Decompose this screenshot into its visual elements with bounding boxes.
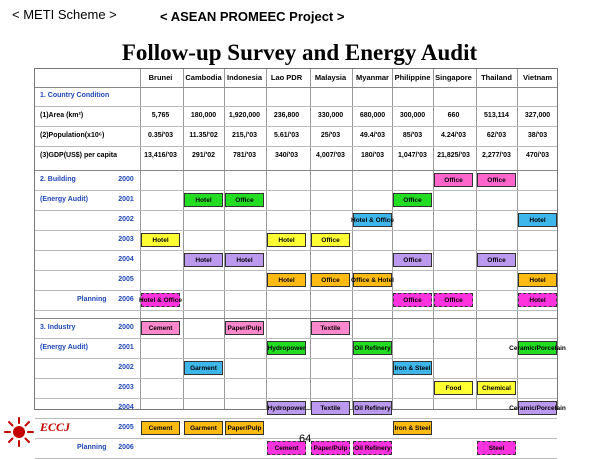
building-audit-box: Office — [225, 193, 264, 207]
industry-section-subtitle: (Energy Audit) — [40, 344, 88, 351]
building-audit-box: Office — [434, 173, 473, 187]
industry-audit-box: Paper/Pulp — [311, 441, 350, 455]
industry-audit-box: Iron & Steel — [393, 421, 432, 435]
country-header: Lao PDR — [270, 73, 303, 82]
industry-audit-box: Chemical — [477, 381, 516, 395]
industry-audit-box: Oil Refinery — [353, 441, 392, 455]
country-condition-row — [35, 106, 557, 126]
industry-audit-box: Garment — [184, 421, 223, 435]
row-divider — [35, 310, 557, 311]
meti-scheme-label: < METI Scheme > — [12, 7, 117, 22]
country-header: Brunei — [148, 73, 173, 82]
building-audit-box: Office — [434, 293, 473, 307]
country-header: Myanmar — [356, 73, 389, 82]
year-label: 2001 — [118, 344, 134, 351]
value-cell: 0.35/'03 — [147, 132, 174, 139]
value-cell: 781/'03 — [232, 152, 257, 159]
country-header: Thailand — [481, 73, 512, 82]
building-audit-box: Hotel — [184, 193, 223, 207]
industry-audit-box: Cement — [267, 441, 306, 455]
year-label: 2005 — [118, 424, 134, 431]
year-label: 2006 — [118, 296, 134, 303]
year-label: 2000 — [118, 176, 134, 183]
industry-audit-box: Textile — [311, 401, 350, 415]
row-label: (2)Population(x10⁶) — [40, 132, 105, 139]
value-cell: 327,000 — [524, 112, 551, 119]
industry-audit-box: Garment — [184, 361, 223, 375]
building-audit-box: Hotel — [184, 253, 223, 267]
year-label: 2005 — [118, 276, 134, 283]
industry-year-row — [35, 338, 566, 358]
value-cell: 180/'03 — [360, 152, 385, 159]
value-cell: 5,765 — [151, 112, 170, 119]
value-cell: 660 — [447, 112, 460, 119]
building-audit-box: Hotel — [267, 233, 306, 247]
value-cell: 2,277/'03 — [482, 152, 511, 159]
value-cell: 470/'03 — [525, 152, 550, 159]
value-cell: 215,/'03 — [231, 132, 258, 139]
industry-audit-box: Iron & Steel — [393, 361, 432, 375]
building-audit-box: Office — [477, 173, 516, 187]
country-condition-row — [35, 126, 557, 146]
building-audit-box: Office — [393, 253, 432, 267]
year-label: 2000 — [118, 324, 134, 331]
building-year-row — [35, 170, 557, 190]
value-cell: 1,920,000 — [228, 112, 261, 119]
year-label: 2004 — [118, 404, 134, 411]
building-audit-box: Office — [477, 253, 516, 267]
industry-audit-box: Oil Refinery — [353, 341, 392, 355]
year-label: 2002 — [118, 216, 134, 223]
year-label: 2004 — [118, 256, 134, 263]
building-audit-box: Hotel — [518, 293, 557, 307]
value-cell: 38/'03 — [527, 132, 548, 139]
building-audit-box: Office — [393, 193, 432, 207]
value-cell: 5.61/'03 — [273, 132, 300, 139]
country-header: Vietnam — [522, 73, 553, 82]
value-cell: 21,825/'03 — [437, 152, 470, 159]
building-year-row — [35, 250, 557, 270]
value-cell: 330,000 — [317, 112, 344, 119]
building-section-subtitle: (Energy Audit) — [40, 196, 88, 203]
industry-audit-box: Oil Refinery — [353, 401, 392, 415]
building-section-title: 2. Building — [40, 176, 76, 183]
industry-audit-box: Textile — [311, 321, 350, 335]
industry-audit-box: Ceramic/Porcelain — [518, 341, 557, 355]
building-audit-box: Office — [393, 293, 432, 307]
building-audit-box: Hotel & Office — [353, 213, 392, 227]
industry-audit-box: Ceramic/Porcelain — [518, 401, 557, 415]
industry-audit-box: Steel — [477, 441, 516, 455]
building-year-row — [35, 230, 557, 250]
eccj-logo-text: ECCJ — [40, 420, 71, 434]
page-number: 64 — [299, 433, 312, 445]
value-cell: 340/'03 — [274, 152, 299, 159]
industry-audit-box: Hydropower — [267, 401, 306, 415]
value-cell: 180,000 — [190, 112, 217, 119]
country-condition-row — [35, 146, 557, 166]
building-audit-box: Office — [311, 273, 350, 287]
country-header: Malaysia — [314, 73, 347, 82]
value-cell: 300,000 — [399, 112, 426, 119]
building-audit-box: Hotel — [225, 253, 264, 267]
year-label: 2003 — [118, 236, 134, 243]
year-label: 2006 — [118, 444, 134, 451]
row-label: (1)Area (km²) — [40, 112, 84, 119]
building-year-row — [35, 270, 557, 290]
row-label: (3)GDP(US$) per capita — [40, 152, 118, 159]
building-year-row — [35, 210, 557, 230]
industry-audit-box: Cement — [141, 321, 180, 335]
eccj-logo-icon — [4, 417, 34, 447]
page-title: Follow-up Survey and Energy Audit — [121, 40, 478, 65]
country-header: Singapore — [435, 73, 472, 82]
section-country-condition-title: 1. Country Condition — [40, 92, 110, 99]
year-label: 2002 — [118, 364, 134, 371]
planning-label: Planning — [77, 296, 107, 303]
asean-promeec-label: < ASEAN PROMEEC Project > — [160, 9, 345, 24]
planning-label: Planning — [77, 444, 107, 451]
year-label: 2001 — [118, 196, 134, 203]
value-cell: 4.24/'03 — [440, 132, 467, 139]
header-divider — [35, 87, 557, 88]
year-label: 2003 — [118, 384, 134, 391]
value-cell: 680,000 — [359, 112, 386, 119]
building-audit-box: Office & Hotel — [353, 273, 392, 287]
industry-year-row — [35, 378, 557, 398]
industry-year-row — [35, 418, 557, 438]
value-cell: 49.4/'03 — [359, 132, 386, 139]
industry-year-row — [35, 438, 557, 458]
value-cell: 13,416/'03 — [144, 152, 177, 159]
building-audit-box: Hotel — [518, 273, 557, 287]
value-cell: 85/'03 — [402, 132, 423, 139]
building-audit-box: Hotel & Office — [141, 293, 180, 307]
building-audit-box: Hotel — [141, 233, 180, 247]
value-cell: 4,007/'03 — [316, 152, 345, 159]
industry-audit-box: Paper/Pulp — [225, 421, 264, 435]
industry-audit-box: Cement — [141, 421, 180, 435]
industry-year-row — [35, 358, 557, 378]
building-year-row — [35, 290, 557, 310]
industry-audit-box: Paper/Pulp — [225, 321, 264, 335]
value-cell: 236,800 — [273, 112, 300, 119]
value-cell: 11.35/'02 — [189, 132, 218, 139]
building-year-row — [35, 190, 557, 210]
country-header: Indonesia — [226, 73, 262, 82]
building-audit-box: Hotel — [267, 273, 306, 287]
value-cell: 291/'02 — [191, 152, 216, 159]
building-audit-box: Office — [311, 233, 350, 247]
country-header: Cambodia — [185, 73, 222, 82]
industry-section-title: 3. Industry — [40, 324, 76, 331]
value-cell: 1,047/'03 — [398, 152, 427, 159]
industry-audit-box: Food — [434, 381, 473, 395]
industry-year-row — [35, 398, 566, 418]
value-cell: 513,114 — [484, 112, 509, 119]
value-cell: 25/'03 — [320, 132, 341, 139]
country-header: Philippine — [394, 73, 431, 82]
industry-audit-box: Hydropower — [267, 341, 306, 355]
industry-year-row — [35, 318, 557, 338]
building-audit-box: Hotel — [518, 213, 557, 227]
value-cell: 62/'03 — [486, 132, 507, 139]
